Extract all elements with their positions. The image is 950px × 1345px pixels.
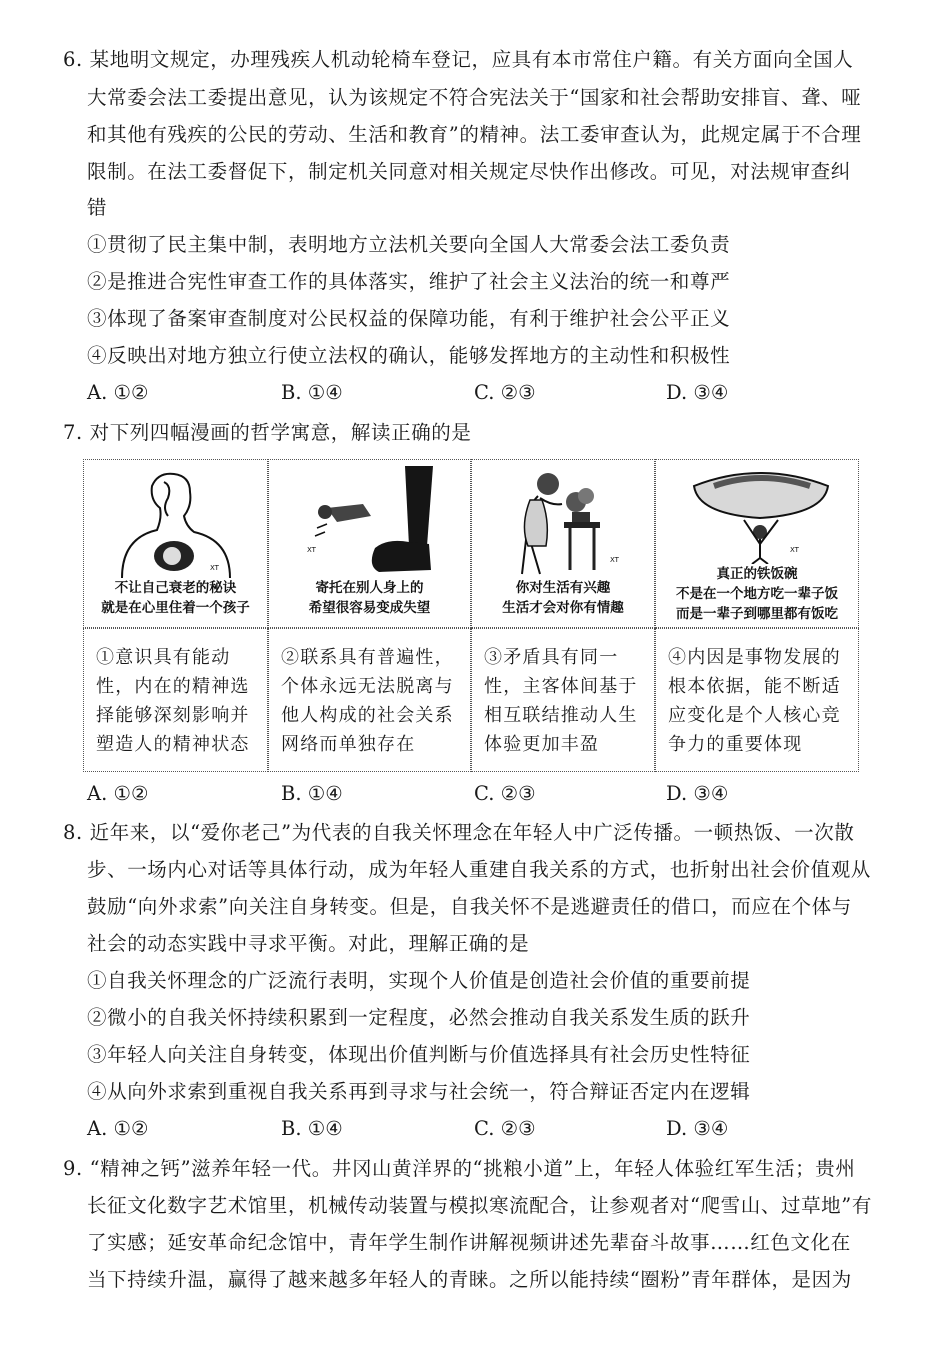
cartoon-1-signature: XT	[210, 564, 219, 572]
q8-statement-3: ③年轻人向关注自身转变，体现出价值判断与价值选择具有社会历史性特征	[87, 1043, 751, 1066]
q7-option-c[interactable]: C. ②③	[474, 782, 536, 805]
cartoon-cell-3	[471, 459, 655, 628]
q6-stem-line: 和其他有残疾的公民的劳动、生活和教育”的精神。法工委审查认为，此规定属于不合理	[87, 123, 862, 146]
q8-stem-line: 社会的动态实践中寻求平衡。对此，理解正确的是	[87, 932, 530, 955]
q8-stem-line: 步、一场内心对话等具体行动，成为年轻人重建自我关系的方式，也折射出社会价值观从	[87, 858, 871, 881]
cartoon-1-caption-line: 不让自己衰老的秘诀	[114, 580, 237, 596]
q6-option-d[interactable]: D. ③④	[666, 381, 729, 404]
q6-statement-2: ②是推进合宪性审查工作的具体落实，维护了社会主义法治的统一和尊严	[87, 270, 731, 293]
q6-statement-1: ①贯彻了民主集中制，表明地方立法机关要向全国人大常委会法工委负责	[87, 233, 731, 256]
q9-stem-line: 长征文化数字艺术馆里，机械传动装置与模拟寒流配合，让参观者对“爬雪山、过草地”有	[87, 1194, 872, 1217]
interpretation-3: ③矛盾具有同一性，主客体间基于相互联结推动人生体验更加丰盈	[484, 647, 638, 755]
q6-stem-line: 大常委会法工委提出意见，认为该规定不符合宪法关于“国家和社会帮助安排盲、聋、哑	[87, 86, 862, 109]
cartoon-cell-1	[83, 459, 268, 628]
interpretation-cell-3	[471, 628, 655, 772]
q8-stem-line: 鼓励“向外求索”向关注自身转变。但是，自我关怀不是逃避责任的借口，而应在个体与	[87, 895, 852, 918]
q6-option-b[interactable]: B. ①④	[281, 381, 343, 404]
interpretation-cell-1	[83, 628, 268, 772]
q9-stem-line: 了实感；延安革命纪念馆中，青年学生制作讲解视频讲述先辈奋斗故事……红色文化在	[87, 1231, 851, 1254]
cartoon-3-caption-line: 你对生活有兴趣	[515, 580, 611, 596]
cartoon-3-signature: XT	[610, 556, 619, 564]
interpretation-2: ②联系具有普遍性，个体永远无法脱离与他人构成的社会关系网络而单独存在	[281, 647, 454, 755]
q6-stem-line: 错	[87, 196, 108, 219]
q8-statement-2: ②微小的自我关怀持续积累到一定程度，必然会推动自我关系发生质的跃升	[87, 1006, 751, 1029]
q7-stem: 7. 对下列四幅漫画的哲学寓意，解读正确的是	[63, 421, 472, 444]
cartoon-caption-2	[269, 578, 470, 618]
cartoon-2-caption-line: 希望很容易变成失望	[308, 600, 431, 616]
q6-stem-line: 限制。在法工委督促下，制定机关同意对相关规定尽快作出修改。可见，对法规审查纠	[87, 160, 851, 183]
cartoon-4-caption-line: 而是一辈子到哪里都有饭吃	[676, 606, 838, 622]
q8-option-b[interactable]: B. ①④	[281, 1117, 343, 1140]
q7-option-b[interactable]: B. ①④	[281, 782, 343, 805]
q7-option-d[interactable]: D. ③④	[666, 782, 729, 805]
q9-stem-line: 9. “精神之钙”滋养年轻一代。井冈山黄洋界的“挑粮小道”上，年轻人体验红军生活；贵州	[63, 1157, 856, 1180]
cartoon-caption-1	[84, 578, 267, 618]
interpretation-4: ④内因是事物发展的根本依据，能不断适应变化是个人核心竞争力的重要体现	[668, 647, 841, 755]
q8-option-c[interactable]: C. ②③	[474, 1117, 536, 1140]
q8-statement-1: ①自我关怀理念的广泛流行表明，实现个人价值是创造社会价值的重要前提	[87, 969, 751, 992]
q8-option-a[interactable]: A. ①②	[87, 1117, 149, 1140]
cartoon-4-signature: XT	[790, 546, 799, 554]
interpretation-1: ①意识具有能动性，内在的精神选择能够深刻影响并塑造人的精神状态	[96, 647, 250, 755]
interpretation-cell-4	[655, 628, 859, 772]
cartoon-rice-bowl-illustration	[686, 464, 836, 564]
q9-stem-line: 当下持续升温，赢得了越来越多年轻人的青睐。之所以能持续“圈粉”青年群体，是因为	[87, 1268, 852, 1291]
cartoon-caption-3	[472, 578, 654, 618]
cartoon-table	[83, 459, 859, 772]
cartoon-3-caption-line: 生活才会对你有情趣	[502, 600, 624, 616]
q6-stem-line: 6. 某地明文规定，办理残疾人机动轮椅车登记，应具有本市常住户籍。有关方面向全国人	[63, 48, 854, 71]
cartoon-2-caption-line: 寄托在别人身上的	[315, 580, 424, 596]
cartoon-cell-4	[655, 459, 859, 628]
interpretation-cell-2	[268, 628, 471, 772]
q6-statement-4: ④反映出对地方独立行使立法权的确认，能够发挥地方的主动性和积极性	[87, 344, 731, 367]
cartoon-caption-4	[656, 564, 858, 624]
cartoon-1-caption-line: 就是在心里住着一个孩子	[101, 600, 250, 616]
q6-option-c[interactable]: C. ②③	[474, 381, 536, 404]
cartoon-4-caption-line: 不是在一个地方吃一辈子饭	[676, 586, 838, 602]
q8-stem-line: 8. 近年来，以“爱你老己”为代表的自我关怀理念在年轻人中广泛传播。一顿热饭、一次散	[63, 821, 855, 844]
cartoon-2-signature: XT	[307, 546, 316, 554]
q6-option-a[interactable]: A. ①②	[87, 381, 149, 404]
q8-statement-4: ④从向外求索到重视自我关系再到寻求与社会统一，符合辩证否定内在逻辑	[87, 1080, 751, 1103]
cartoon-old-man-child-illustration	[102, 468, 252, 580]
q8-option-d[interactable]: D. ③④	[666, 1117, 729, 1140]
q7-option-a[interactable]: A. ①②	[87, 782, 149, 805]
q6-statement-3: ③体现了备案审查制度对公民权益的保障功能，有利于维护社会公平正义	[87, 307, 731, 330]
cartoon-4-caption-line: 真正的铁饭碗	[716, 566, 798, 582]
cartoon-shoe-kick-illustration	[297, 466, 457, 578]
cartoon-cell-2	[268, 459, 471, 628]
cartoon-man-smelling-plant-illustration	[500, 466, 640, 578]
